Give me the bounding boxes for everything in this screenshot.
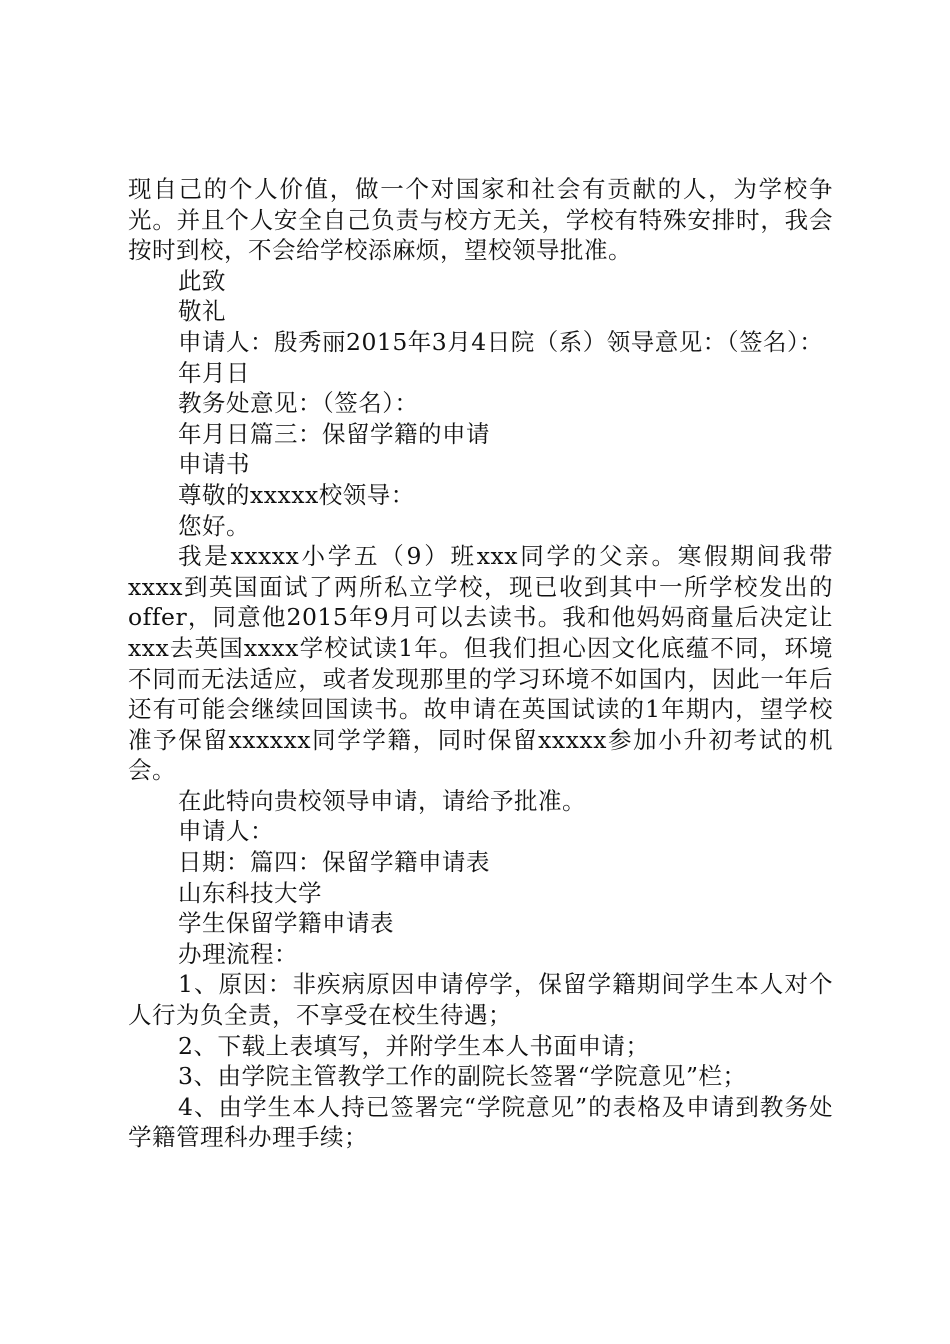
closing-cizhi: 此致	[178, 266, 226, 295]
document-body	[128, 174, 833, 1153]
process-step-3: 3、由学院主管教学工作的副院长签署“学院意见”栏；	[178, 1062, 747, 1091]
applicant-line: 申请人：殷秀丽2015年3月4日院（系）领导意见：（签名）：	[178, 327, 824, 356]
section-heading-three: 年月日篇三：保留学籍的申请	[178, 419, 490, 448]
process-heading: 办理流程：	[178, 939, 298, 968]
paragraph-continuation: 现自己的个人价值，做一个对国家和社会有贡献的人，为学校争光。并且个人安全自己负责与校方无关，学校有特殊安排时，我会按时到校，不会给学校添麻烦，望校领导批准。	[128, 175, 833, 265]
letter-body: 我是xxxxx小学五（9）班xxx同学的父亲。寒假期间我带xxxx到英国面试了两所私立学校，现已收到其中一所学校发出的offer，同意他2015年9月可以去读书。我和他妈妈商量后决定让xxx去英国xxxx学校试读1年。但我们担心因文化底蕴不同，环境不同而无法适应，或者发现那里的学习环境不如国内，因此一年后还有可能会继续回国读书。故申请在英国试读的1年期内，望学校准予保留xxxxxx同学学籍，同时保留xxxxx参加小升初考试的机会。	[128, 542, 833, 785]
letter-title: 申请书	[178, 450, 250, 479]
applicant-signature: 申请人：	[178, 817, 274, 846]
process-step-4: 4、由学生本人持已签署完“学院意见”的表格及申请到教务处学籍管理科办理手续；	[128, 1092, 833, 1152]
greeting: 您好。	[178, 511, 250, 540]
salutation: 尊敬的xxxxx校领导：	[178, 480, 415, 509]
process-step-2: 2、下载上表填写，并附学生本人书面申请；	[178, 1031, 650, 1060]
form-title: 学生保留学籍申请表	[178, 909, 394, 938]
process-step-1: 1、原因：非疾病原因申请停学，保留学籍期间学生本人对个人行为负全责，不享受在校生待遇；	[128, 970, 833, 1030]
section-heading-four: 日期：篇四：保留学籍申请表	[178, 848, 490, 877]
academic-affairs-opinion: 教务处意见：（签名）：	[178, 389, 419, 418]
closing-jingli: 敬礼	[178, 297, 226, 326]
university-name: 山东科技大学	[178, 878, 322, 907]
date-line: 年月日	[178, 358, 250, 387]
request-line: 在此特向贵校领导申请，请给予批准。	[178, 786, 586, 815]
